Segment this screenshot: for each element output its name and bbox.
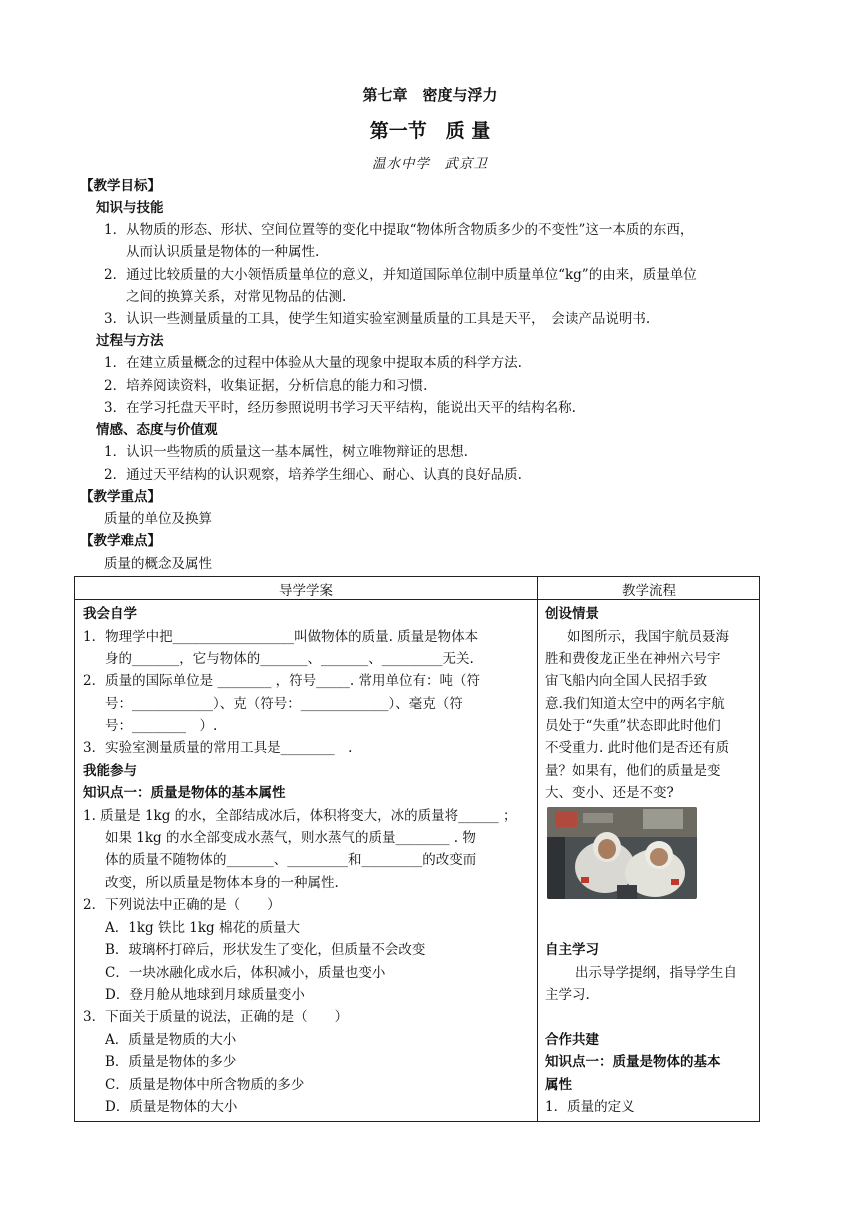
objective-item: 2．培养阅读资料，收集证据，分析信息的能力和习惯. <box>104 378 428 394</box>
question-line: 2．质量的国际单位是 ________ ，符号_____. 常用单位有：吨（符 <box>83 673 481 689</box>
knowledge-skills-title: 知识与技能 <box>96 200 164 216</box>
right-column-header: 教学流程 <box>622 583 676 599</box>
choice-option: C．质量是物体中所含物质的多少 <box>105 1077 305 1093</box>
column-divider <box>537 577 538 1121</box>
left-column-header: 导学学案 <box>279 583 333 599</box>
key-points-heading: 【教学重点】 <box>80 489 161 505</box>
question-line: 体的质量不随物体的_______、_________和_________的改变而 <box>105 852 477 868</box>
objectives-heading: 【教学目标】 <box>80 178 161 194</box>
self-learning-heading: 自主学习 <box>545 942 599 958</box>
question-line: 号：________ ）. <box>105 718 218 734</box>
section-title: 第一节 质 量 <box>369 120 491 142</box>
choice-option: A．质量是物质的大小 <box>105 1032 237 1048</box>
objective-item: 从而认识质量是物体的一种属性. <box>126 244 320 260</box>
choice-option: D．质量是物体的大小 <box>105 1099 238 1115</box>
question-line: 如果 1kg 的水全部变成水蒸气，则水蒸气的质量________ . 物 <box>105 830 476 846</box>
question-line: 号：____________）、克（符号：_____________）、毫克（符 <box>105 696 463 712</box>
process-methods-title: 过程与方法 <box>96 333 164 349</box>
flow-text: 宙飞船内向全国人民招手致 <box>545 673 707 689</box>
flow-text: 主学习. <box>545 987 590 1003</box>
choice-option: B．玻璃杯打碎后，形状发生了变化，但质量不会改变 <box>105 942 426 958</box>
question-line: 1．物理学中把__________________叫做物体的质量. 质量是物体本 <box>83 629 479 645</box>
astronaut-photo <box>547 807 697 899</box>
flow-text: 员处于“失重”状态即此时他们 <box>545 718 721 734</box>
participate-heading: 我能参与 <box>83 763 137 779</box>
key-points-text: 质量的单位及换算 <box>104 511 212 527</box>
lesson-table <box>74 576 760 1122</box>
flow-text: 量？如果有，他们的质量是变 <box>545 763 721 779</box>
objective-item: 1．在建立质量概念的过程中体验从大量的现象中提取本质的科学方法. <box>104 355 522 371</box>
knowledge-point-heading: 知识点一：质量是物体的基本属性 <box>83 785 286 801</box>
objective-item: 3．在学习托盘天平时，经历参照说明书学习天平结构，能说出天平的结构名称. <box>104 400 576 416</box>
flow-text: 大、变小、还是不变? <box>545 785 674 801</box>
flow-text: 意.我们知道太空中的两名宇航 <box>545 696 725 712</box>
astronaut-image <box>547 807 697 899</box>
header-divider <box>75 599 759 600</box>
objective-item: 之间的换算关系，对常见物品的估测. <box>126 289 347 305</box>
question-line: 身的_______，它与物体的_______、_______、_________无关. <box>105 651 474 667</box>
flow-text: 胜和费俊龙正坐在神州六号宇 <box>545 651 721 667</box>
flow-text: 1．质量的定义 <box>545 1099 635 1115</box>
objective-item: 1．认识一些物质的质量这一基本属性，树立唯物辩证的思想. <box>104 444 468 460</box>
knowledge-point-heading-right: 知识点一：质量是物体的基本 <box>545 1054 721 1070</box>
attitude-values-title: 情感、态度与价值观 <box>96 422 218 438</box>
question-line: 2．下列说法中正确的是（ ） <box>83 897 281 913</box>
choice-option: C．一块冰融化成水后，体积减小，质量也变小 <box>105 965 386 981</box>
choice-option: B．质量是物体的多少 <box>105 1054 237 1070</box>
flow-text: 如图所示，我国宇航员聂海 <box>567 629 729 645</box>
flow-text: 不受重力. 此时他们是否还有质 <box>545 740 730 756</box>
objective-item: 1．从物质的形态、形状、空间位置等的变化中提取“物体所含物质多少的不变性”这一本质的东西， <box>104 222 694 238</box>
choice-option: A．1kg 铁比 1kg 棉花的质量大 <box>105 920 300 936</box>
chapter-title: 第七章 密度与浮力 <box>362 86 498 104</box>
question-line: 3．实验室测量质量的常用工具是________ . <box>83 740 353 756</box>
difficulties-heading: 【教学难点】 <box>80 533 161 549</box>
difficulties-text: 质量的概念及属性 <box>104 556 212 572</box>
question-line: 3．下面关于质量的说法，正确的是（ ） <box>83 1009 349 1025</box>
question-line: 1. 质量是 1kg 的水，全部结成冰后，体积将变大，冰的质量将______ ； <box>83 808 517 824</box>
self-study-heading: 我会自学 <box>83 606 137 622</box>
choice-option: D．登月舱从地球到月球质量变小 <box>105 987 305 1003</box>
question-line: 改变，所以质量是物体本身的一种属性. <box>105 875 339 891</box>
objective-item: 3．认识一些测量质量的工具，使学生知道实验室测量质量的工具是天平， 会读产品说明书. <box>104 311 651 327</box>
author-line: 温水中学 武京卫 <box>372 156 488 172</box>
objective-item: 2．通过比较质量的大小领悟质量单位的意义，并知道国际单位制中质量单位“kg”的由来，质量单位 <box>104 267 697 283</box>
cooperation-heading: 合作共建 <box>545 1032 599 1048</box>
objective-item: 2．通过天平结构的认识观察，培养学生细心、耐心、认真的良好品质. <box>104 467 522 483</box>
scenario-heading: 创设情景 <box>545 606 599 622</box>
knowledge-point-heading-right-cont: 属性 <box>545 1077 572 1093</box>
flow-text: 出示导学提纲，指导学生自 <box>575 965 737 981</box>
